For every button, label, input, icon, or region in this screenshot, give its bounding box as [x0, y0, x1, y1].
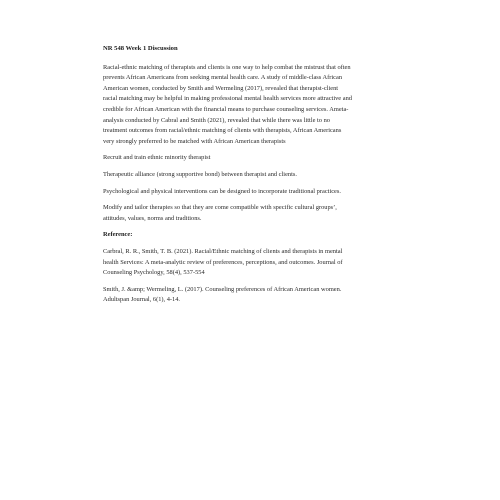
intro-line: credible for African American with the financial means to purchase counseling services. Ameta-: [103, 105, 349, 113]
intro-line: prevents African Americans from seeking mental health care. A study of middle-class African: [103, 74, 343, 82]
intro-line: analysis conducted by Cabral and Smith (2021), revealed that while there was little to no: [103, 116, 330, 124]
point-recruit: [103, 153, 403, 164]
intro-line: racial matching may be helpful in making professional mental health services more attractive and: [103, 95, 352, 103]
reference-heading: Reference:: [103, 231, 133, 239]
point-line: Recruit and train ethnic minority therapist: [103, 154, 211, 162]
reference-line: Carbral, R. R., Smith, T. B. (2021). Racial/Ethnic matching of clients and therapists in mental: [103, 247, 343, 255]
point-line: attitudes, values, norms and traditions.: [103, 214, 202, 222]
reference-line: Counseling Psychology, 58(4), 537-554: [103, 269, 205, 277]
point-line: Psychological and physical interventions can be designed to incorporate traditional practices.: [103, 187, 341, 195]
point-line: Modify and tailor therapies so that they are come compatible with specific cultural groups’,: [103, 204, 337, 212]
point-alliance: [103, 170, 403, 181]
intro-line: very strongly preferred to be matched with African American therapists: [103, 137, 286, 145]
document-title: NR 548 Week 1 Discussion: [103, 45, 178, 52]
reference-line: health Services: A meta-analytic review of preferences, perceptions, and outcomes. Journal of: [103, 258, 343, 266]
intro-paragraph: [103, 63, 403, 148]
document-body: [103, 44, 403, 312]
reference-line: Adultspan Journal, 6(1), 4-14.: [103, 296, 181, 304]
point-modify: [103, 203, 403, 224]
reference-item: [103, 247, 403, 279]
point-interventions: [103, 187, 403, 198]
reference-item: [103, 285, 403, 306]
reference-line: Smith, J. &amp; Wermeling, L. (2017). Counseling preferences of African American women.: [103, 285, 342, 293]
intro-line: treatment outcomes from racial/ethnic matching of clients with therapists, African Americans: [103, 127, 342, 135]
point-line: Therapeutic alliance (strong supportive bond) between therapist and clients.: [103, 170, 297, 178]
intro-line: American women, conducted by Smith and Wermeling (2017), revealed that therapist-client: [103, 84, 339, 92]
intro-line: Racial-ethnic matching of therapists and clients is one way to help combat the mistrust that often: [103, 63, 351, 71]
